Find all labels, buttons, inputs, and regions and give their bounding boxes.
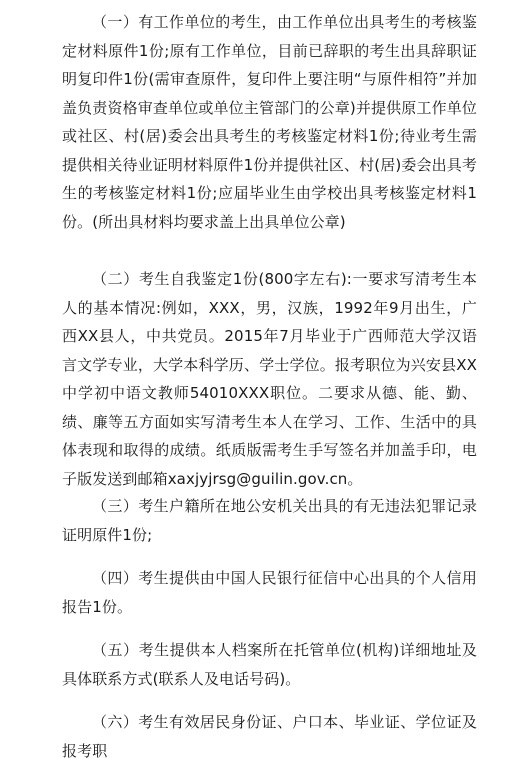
paragraph-4-credit-report: （四）考生提供由中国人民银行征信中心出具的个人信用报告1份。 [62,569,477,616]
paragraph-1-work-unit-assessment: （一）有工作单位的考生，由工作单位出具考生的考核鉴定材料原件1份;原有工作单位，目前已辞职的考生出具辞职证明复印件1份(需审查原件，复印件上要注明“与原件相符”并加盖负责资格审查单位或单位主管部门的公章)并提供原工作单位或社区、村(居)委会出具考生的考核鉴定材料1份;待业考生需提供相关待业证明材料原件1份并提供社区、村(居)委会出具考生的考核鉴定材料1份;应届毕业生由学校出具考核鉴定材料1份。(所出具材料均要求盖上出具单位公章) [62,13,477,231]
paragraph-5-archive-contact: （五）考生提供本人档案所在托管单位(机构)详细地址及具体联系方式(联系人及电话号码)。 [62,641,477,688]
paragraph-2-self-assessment: （二）考生自我鉴定1份(800字左右):一要求写清考生本人的基本情况:例如，XXX，男，汉族，1992年9月出生，广西XX县人，中共党员。2015年7月毕业于广西师范大学汉语言文学专业，大学本科学历、学士学位。报考职位为兴安县XX中学初中语文教师54010XXX职位。二要求从德、能、勤、绩、廉等五方面如实写清考生本人在学习、工作、生活中的具体表现和取得的成绩。纸质版需考生手写签名并加盖手印，电子版发送到邮箱xaxjyjrsg@guilin.gov.cn。 [62,270,477,488]
paragraph-6-id-documents: （六）考生有效居民身份证、户口本、毕业证、学位证及报考职 [62,713,477,760]
paragraph-3-criminal-record: （三）考生户籍所在地公安机关出具的有无违法犯罪记录证明原件1份; [62,497,477,544]
